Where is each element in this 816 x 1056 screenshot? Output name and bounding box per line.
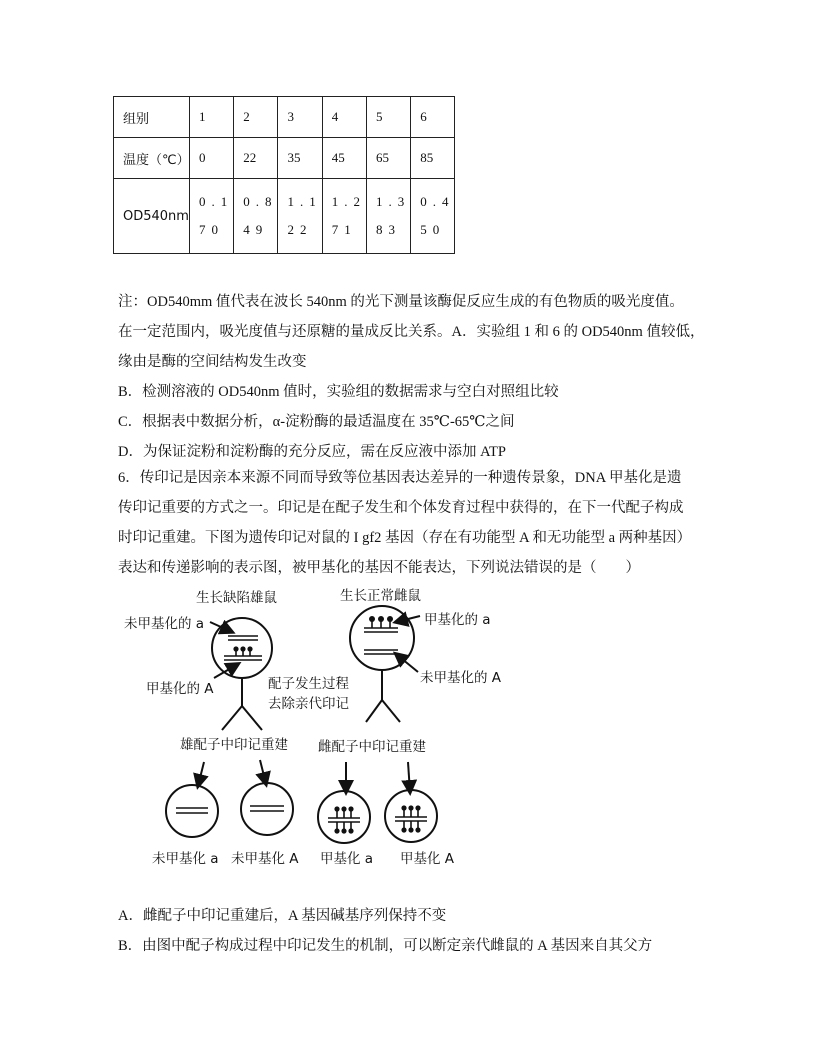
od-value-top: 1.1 [287, 194, 322, 209]
row-header: 温度（℃） [114, 138, 190, 179]
question-6-line-1: 6．传印记是因亲本来源不同而导致等位基因表达差异的一种遗传景象，DNA 甲基化是遗 [118, 470, 682, 486]
od-value-top: 0.8 [243, 194, 278, 209]
option-b: B．检测溶液的 OD540nm 值时，实验组的数据需求与空白对照组比较 [118, 384, 559, 400]
od-value-top: 1.3 [375, 194, 411, 209]
male-mouse-title: 生长缺陷雄鼠 [196, 590, 277, 606]
table-cell: 5 [366, 97, 410, 138]
od-value-bottom: 71 [331, 222, 357, 237]
od-value-bottom: 49 [243, 222, 269, 237]
female-gamete-label: 雌配子中印记重建 [318, 739, 426, 755]
gamete-circle [166, 785, 218, 837]
option-c: C．根据表中数据分析，α-淀粉酶的最适温度在 35℃-65℃之间 [118, 414, 515, 430]
label-unmethylated-a: 未甲基化的 a [124, 616, 205, 632]
answer-a: A．雌配子中印记重建后，A 基因碱基序列保持不变 [118, 908, 447, 924]
question-6-line-4: 表达和传递影响的表示图，被甲基化的基因不能表达，下列说法错误的是（ ） [118, 560, 640, 576]
od-value-bottom: 70 [198, 222, 224, 237]
note-line-2: 在一定范围内，吸光度值与还原糖的量成反比关系。A．实验组 1 和 6 的 OD540nm 值较低， [118, 324, 705, 340]
process-label-2: 去除亲代印记 [268, 696, 349, 712]
table-cell: 2 [234, 97, 278, 138]
table-cell: 35 [278, 138, 322, 179]
od-value-top: 0.4 [420, 194, 455, 209]
table-cell: 65 [366, 138, 410, 179]
male-gamete-label: 雄配子中印记重建 [180, 737, 288, 753]
answer-b: B．由图中配子构成过程中印记发生的机制，可以断定亲代雌鼠的 A 基因来自其父方 [118, 938, 653, 954]
table-cell: 0 [189, 138, 233, 179]
gamete-label: 未甲基化 A [231, 851, 299, 867]
question-6-line-3: 时印记重建。下图为遗传印记对鼠的 I gf2 基因（存在有功能型 A 和无功能型 a 两种基因） [118, 530, 692, 546]
label-unmethylated-A: 未甲基化的 A [420, 670, 502, 686]
gamete-label: 甲基化 A [400, 851, 455, 867]
table-cell: 4 [322, 97, 366, 138]
table-cell: 45 [322, 138, 366, 179]
option-d: D．为保证淀粉和淀粉酶的充分反应，需在反应液中添加 ATP [118, 444, 506, 460]
table-cell: 1 [189, 97, 233, 138]
note-line-3: 缘由是酶的空间结构发生改变 [118, 354, 307, 370]
od-value-top: 0.1 [198, 194, 234, 209]
table-cell: 22 [234, 138, 278, 179]
question-6-line-2: 传印记重要的方式之一。印记是在配子发生和个体发育过程中获得的，在下一代配子构成 [118, 500, 684, 516]
label-methylated-A: 甲基化的 A [146, 681, 214, 697]
od-value-bottom: 83 [375, 222, 401, 237]
table-cell: 3 [278, 97, 322, 138]
female-mouse-title: 生长正常雌鼠 [340, 588, 421, 604]
table-cell: 85 [411, 138, 455, 179]
gamete-label: 甲基化 a [320, 851, 374, 867]
note-line-1: 注：OD540mm 值代表在波长 540nm 的光下测量该酶促反应生成的有色物质的吸光度值。 [118, 294, 684, 310]
od-value-bottom: 22 [287, 222, 313, 237]
label-methylated-a: 甲基化的 a [424, 612, 491, 628]
od-value-bottom: 50 [420, 222, 446, 237]
row-header: 组别 [114, 97, 190, 138]
row-header: OD540nm [114, 179, 190, 254]
gamete-label: 未甲基化 a [152, 851, 219, 867]
od-value-top: 1.2 [331, 194, 366, 209]
process-label-1: 配子发生过程 [268, 676, 349, 692]
gamete-circle [241, 783, 293, 835]
table-cell: 6 [411, 97, 455, 138]
